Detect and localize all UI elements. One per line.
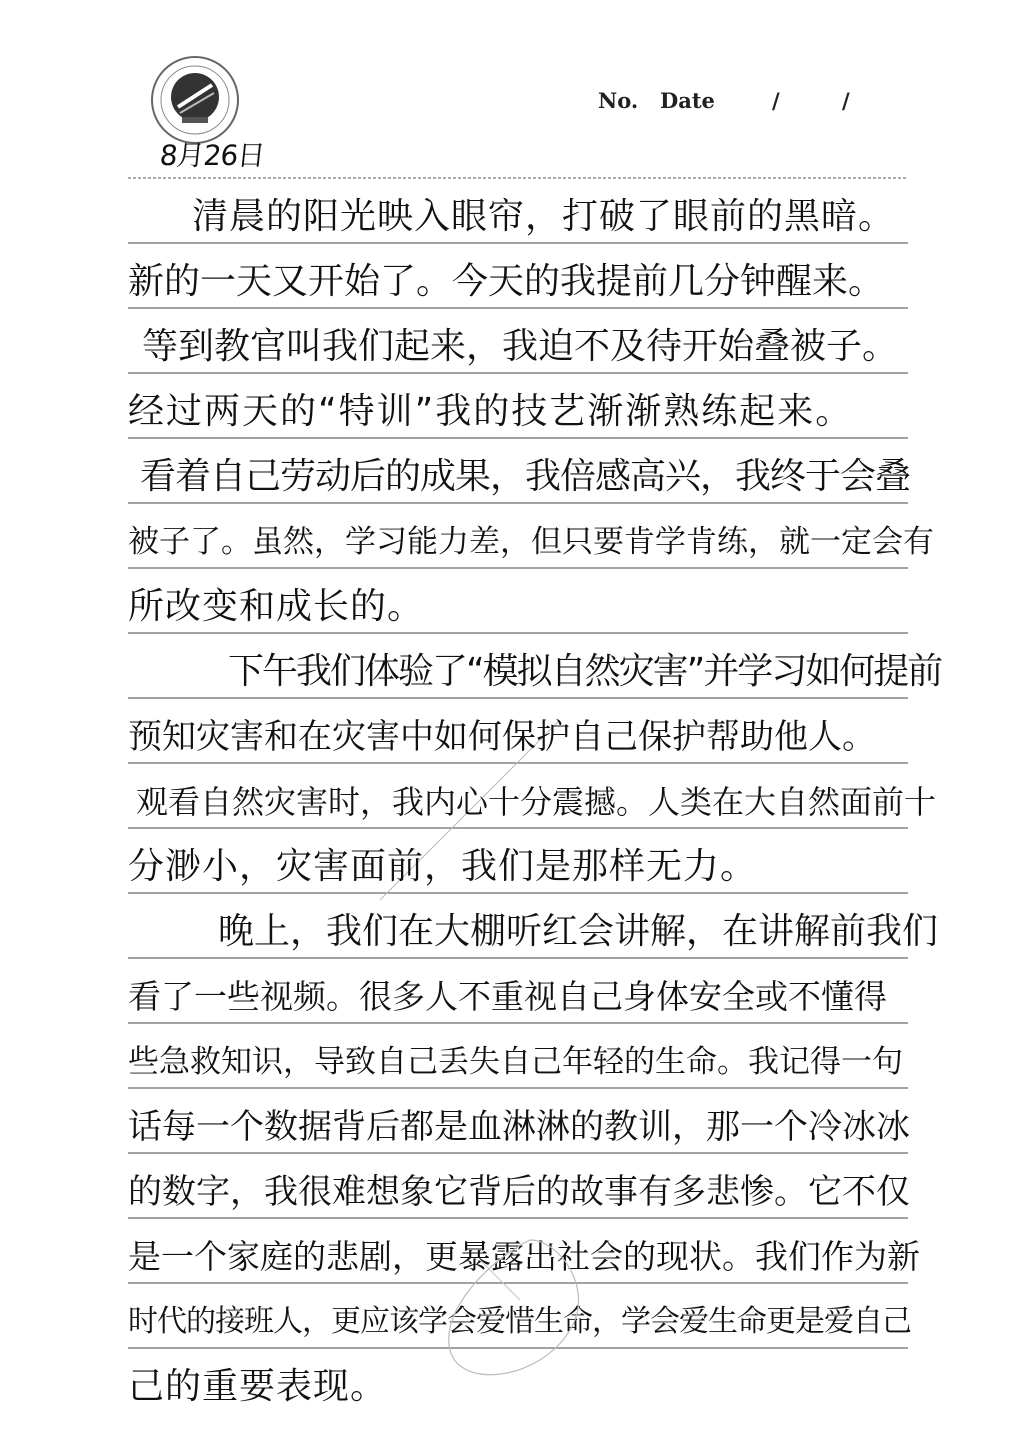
date-label: Date [660, 88, 715, 113]
text-line-2: 新的一天又开始了。今天的我提前几分钟醒来。 [128, 261, 885, 302]
text-line-13: 看了一些视频。很多人不重视自己身体安全或不懂得 [128, 977, 887, 1016]
entry-date: 8月26日 [158, 139, 267, 172]
text-line-1: 清晨的阳光映入眼帘，打破了眼前的黑暗。 [192, 196, 896, 237]
text-line-7: 所改变和成长的。 [128, 586, 425, 627]
text-line-18: 时代的接班人，更应该学会爱惜生命，学会爱生命更是爱自己 [128, 1304, 911, 1339]
text-line-3: 等到教官叫我们起来，我迫不及待开始叠被子。 [142, 326, 899, 367]
text-line-4: 经过两天的“特训”我的技艺渐渐熟练起来。 [128, 391, 854, 432]
date-slash-1: / [772, 88, 780, 113]
date-slash-2: / [842, 88, 850, 113]
text-line-15: 话每一个数据背后都是血淋淋的教训，那一个冷冰冰 [128, 1107, 910, 1147]
text-line-10: 观看自然灾害时，我内心十分震撼。人类在大自然面前十 [136, 783, 937, 821]
school-seal-logo [150, 55, 240, 145]
text-line-16: 的数字，我很难想象它背后的故事有多悲惨。它不仅 [128, 1172, 910, 1212]
text-line-12: 晚上，我们在大棚听红会讲解，在讲解前我们 [218, 911, 939, 952]
no-label: No. [598, 88, 639, 113]
text-line-14: 些急救知识，导致自己丢失自己年轻的生命。我记得一句 [128, 1044, 903, 1080]
pencil-doodle [380, 1200, 640, 1400]
text-line-19: 己的重要表现。 [128, 1366, 388, 1407]
page-header [598, 88, 850, 113]
text-line-8: 下午我们体验了“模拟自然灾害”并学习如何提前 [228, 651, 942, 692]
text-line-5: 看着自己劳动后的成果，我倍感高兴，我终于会叠 [140, 456, 911, 497]
text-line-17: 是一个家庭的悲剧，更暴露出社会的现状。我们作为新 [128, 1237, 920, 1276]
text-line-6: 被子了。虽然，学习能力差，但只要肯学肯练，就一定会有 [128, 524, 934, 560]
text-line-11: 分渺小，灾害面前，我们是那样无力。 [128, 846, 758, 887]
text-line-9: 预知灾害和在灾害中如何保护自己保护帮助他人。 [128, 717, 876, 757]
